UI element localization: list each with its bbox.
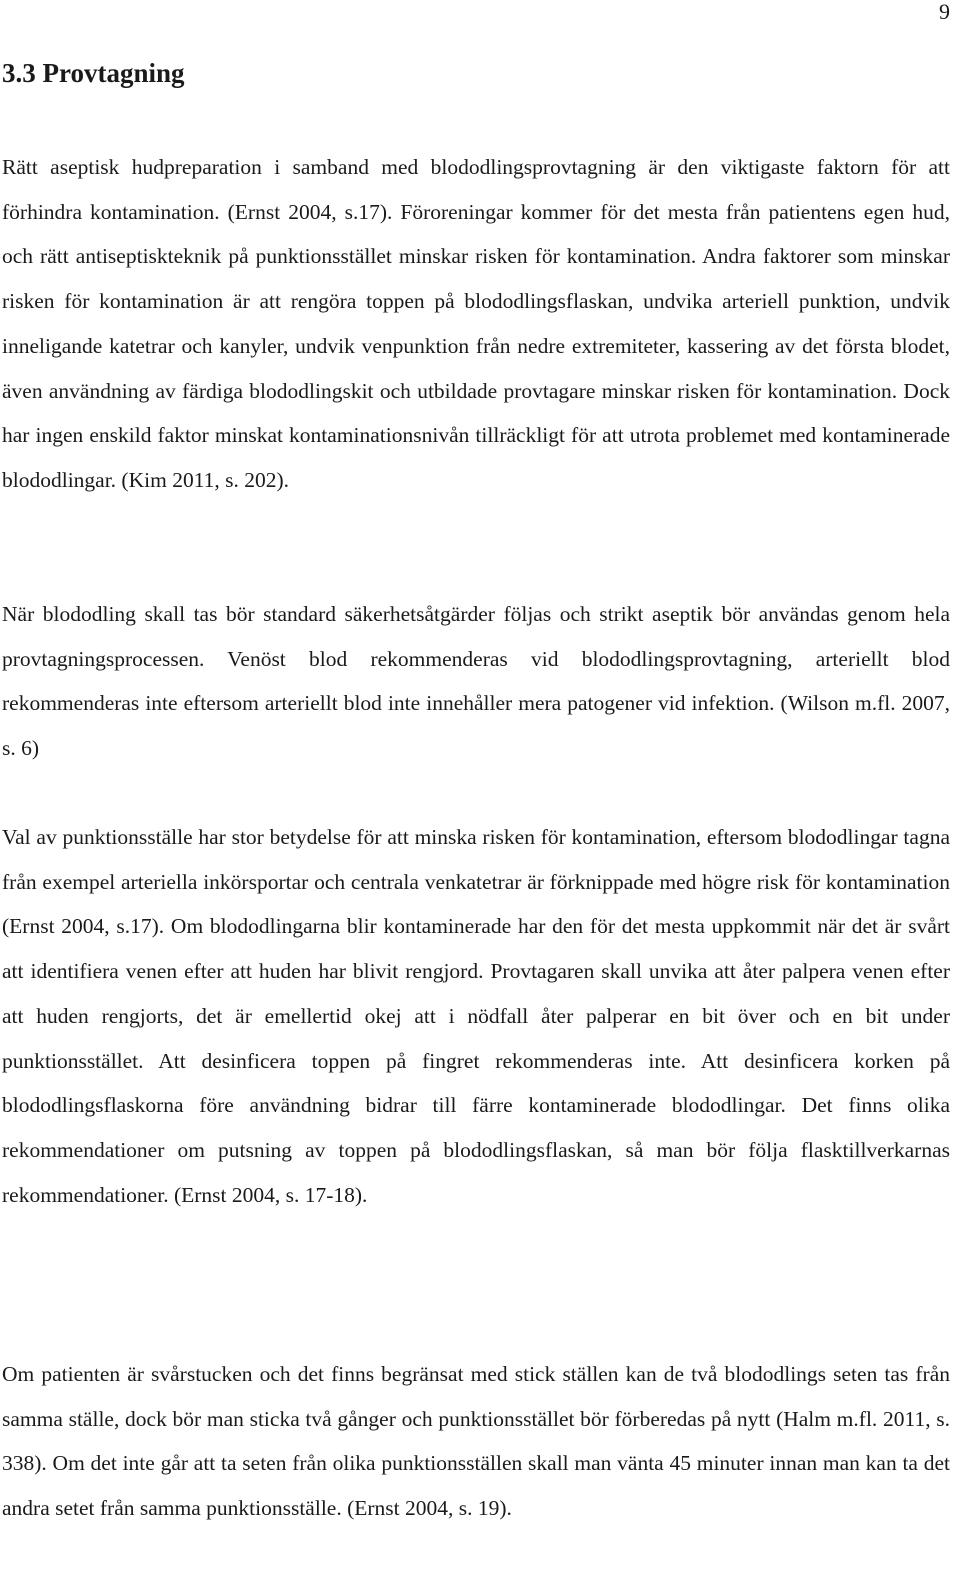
page-number: 9 bbox=[939, 0, 950, 24]
paragraph-difficult-venipuncture: Om patienten är svårstucken och det finns begränsat med stick ställen kan de två blododlings seten tas från samma ställe, dock bör man sticka två gånger och punktionsstället bör förberedas på nytt (Halm m.fl. 2011, s. 338). Om det inte går att ta seten från olika punktionsställen skall man vänta 45 minuter innan man kan ta det andra setet från samma punktionsställe. (Ernst 2004, s. 19). bbox=[2, 1362, 950, 1521]
paragraph-puncture-site: Val av punktionsställe har stor betydelse för att minska risken för kontamination, eftersom blododlingar tagna från exempel arteriella inkörsportar och centrala venkatetrar är förknippade med högre risk för kontamination (Ernst 2004, s.17). Om blododlingarna blir kontaminerade har den för det mesta uppkommit när det är svårt att identifiera venen efter att huden har blivit rengjord. Provtagaren skall unvika att åter palpera venen efter att huden rengjorts, det är emellertid okej att i nödfall åter palperar en bit över och en bit under punktionsstället. Att desinficera toppen på fingret rekommenderas inte. Att desinficera korken på blododlingsflaskorna före användning bidrar till färre kontaminerade blododlingar. Det finns olika rekommendationer om putsning av toppen på blododlingsflaskan, så man bör följa flasktillverkarnas rekommendationer. (Ernst 2004, s. 17-18). bbox=[2, 825, 950, 1207]
paragraph-aseptic-preparation: Rätt aseptisk hudpreparation i samband med blododlingsprovtagning är den viktigaste faktorn för att förhindra kontamination. (Ernst 2004, s.17). Föroreningar kommer för det mesta från patientens egen hud, och rätt antiseptiskteknik på punktionsstället minskar risken för kontamination. Andra faktorer som minskar risken för kontamination är att rengöra toppen på blododlingsflaskan, undvika arteriell punktion, undvik inneligande katetrar och kanyler, undvik venpunktion från nedre extremiteter, kassering av det första blodet, även användning av färdiga blododlingskit och utbildade provtagare minskar risken för kontamination. Dock har ingen enskild faktor minskat kontaminationsnivån tillräckligt för att utrota problemet med kontaminerade blododlingar. (Kim 2011, s. 202). bbox=[2, 155, 950, 492]
section-heading: 3.3 Provtagning bbox=[2, 58, 185, 88]
paragraph-safety-measures: När blododling skall tas bör standard säkerhetsåtgärder följas och strikt aseptik bör användas genom hela provtagningsprocessen. Venöst blod rekommenderas vid blododlingsprovtagning, arteriellt blod rekommenderas inte eftersom arteriellt blod inte innehåller mera patogener vid infektion. (Wilson m.fl. 2007, s. 6) bbox=[2, 602, 950, 761]
